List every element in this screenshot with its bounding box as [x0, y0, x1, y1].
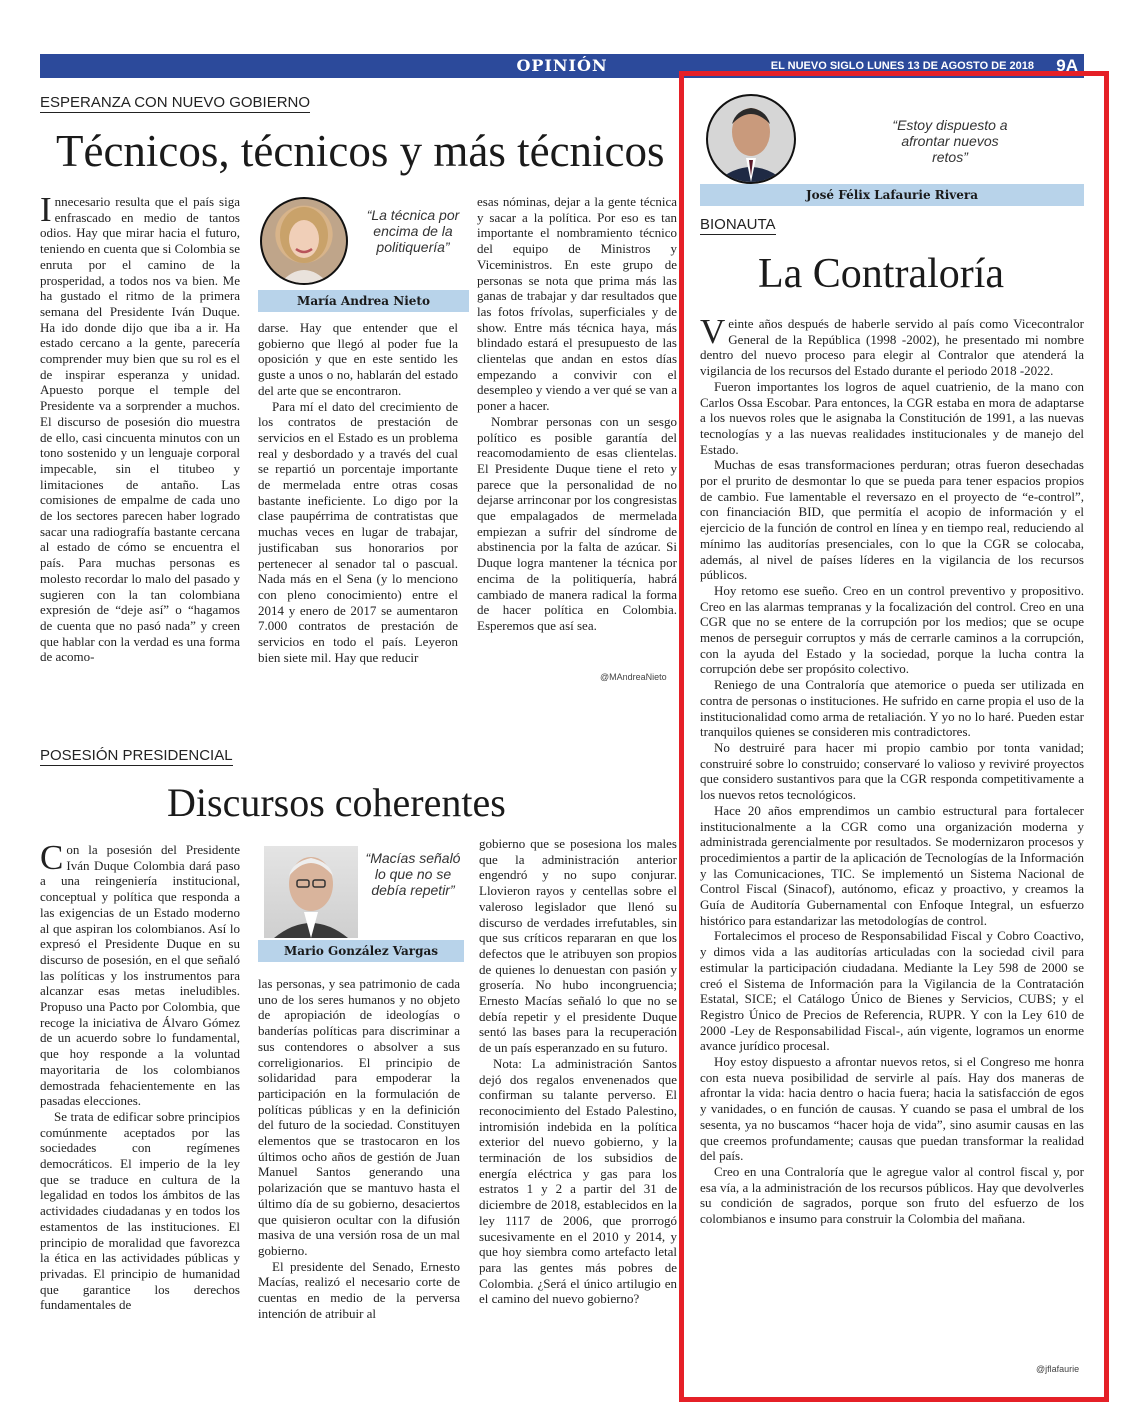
article1-quote: “La técnica por encima de la politiquería”	[366, 207, 460, 255]
article2-column-1: Con la posesión del Presidente Iván Duque Colombia dará paso a una reingeniería institucional, conceptual y política que responda a las exigencias de un Estado moderno al que aspiran los colombianos. Así lo expresó el Presidente Duque en su discurso de posesión, en el que señaló las políticas y los instrumentos para alcanzar esas metas ineludibles. Propuso una Pacto por Colombia, que recoge la iniciativa de Álvaro Gómez de un acuerdo sobre lo fundamental, que hoy responde a la voluntad mayoritaria de los colombianos demostrada fehacientemente en las pasadas elecciones. Se trata de edificar sobre principios comúnmente aceptados por las sociedades con regímenes democráticos. El imperio de la ley que se traduce en cultura de la legalidad en todos los ámbitos de las actividades ciudadanas y en todos los estamentos de las instituciones. El principio de moralidad que favorezca la ética en las actividades públicas y privadas. El principio de humanidad que garantice los derechos fundamentales de	[40, 842, 240, 1313]
page-number: 9A	[1056, 56, 1078, 75]
article3-dropcap: V	[700, 316, 726, 351]
portrait-icon	[262, 199, 346, 283]
author-photo-mario	[264, 846, 358, 938]
article2-author-box	[258, 842, 464, 962]
article2-column-2: las personas, y sea patrimonio de cada uno de los seres humanos y no objeto de apropiación de ideologías o banderías políticas para discriminar a sus contendores o absolver a sus correligionarios. El principio de solidaridad para empoderar la participación en la formulación de políticas públicas y en la definición del futuro de la sociedad. Constituyen elementos que se trastocaron en los últimos ocho años de gestión de Juan Manuel Santos generando una polarización que se mantuvo hasta el último día de su gobierno, desaciertos que quisieron ocultar con la difusión masiva de una versión rosa de un mal gobierno. El presidente del Senado, Ernesto Macías, realizó el necesario corte de cuentas en medio de la perversa intención de atribuir al	[258, 976, 460, 1321]
article1-author-box	[258, 193, 469, 312]
author-photo-maria	[260, 197, 348, 285]
article2-kicker: POSESIÓN PRESIDENCIAL	[40, 747, 233, 764]
article3-author-name: José Félix Lafaurie Rivera	[700, 184, 1084, 206]
portrait-icon	[708, 96, 794, 182]
portrait-icon	[264, 846, 358, 938]
article2-author-name: Mario González Vargas	[258, 940, 464, 962]
article2-column-3: gobierno que se posesiona los males que la administración anterior engendró y no supo conjurar. Llovieron rayos y centellas sobre el valeroso legislador que llenó su discurso de verdades irrefutables, sin que sus críticos repararan en que los defectos que le atribuyen son propios de quienes lo denuestan con pasión y grosería. No hubo incongruencia; Ernesto Macías señaló lo que no se debía repetir y el presidente Duque sentó las bases para la recuperación de un país esperanzado en su futuro. Nota: La administración Santos dejó dos regalos envenenados que confirman su talante perverso. El reconocimiento del Estado Palestino, intromisión indebida en la política exterior del nuevo gobierno, y la terminación de los subsidios de energía eléctrica y gas para los estratos 1 y 2 a partir del 31 de diciembre de 2018, establecidos en la ley 1117 de 2006, que prorrogó sucesivamente en el 2010 y 2014, y que hoy siembra como artefacto letal para las gentes más pobres de Colombia. ¿Será el único artilugio en el camino del nuevo gobierno?	[479, 836, 677, 1307]
author-photo-jose	[706, 94, 796, 184]
article3-kicker: BIONAUTA	[700, 216, 776, 233]
article2-quote: “Macías señaló lo que no se debía repetir”	[365, 850, 461, 898]
article1-title: Técnicos, técnicos y más técnicos	[56, 126, 665, 176]
article2-dropcap: C	[40, 842, 64, 877]
article3-quote: “Estoy dispuesto a afrontar nuevos retos”	[892, 117, 1008, 165]
masthead-date: EL NUEVO SIGLO LUNES 13 DE AGOSTO DE 2018	[770, 60, 1034, 72]
article1-kicker: ESPERANZA CON NUEVO GOBIERNO	[40, 94, 311, 111]
article3-twitter-handle: @jflafaurie	[1036, 1364, 1080, 1374]
article1-author-name: María Andrea Nieto	[258, 290, 469, 312]
article1-column-2: darse. Hay que entender que el gobierno que llegó al poder fue la oposición y que en este sentido les guste a unos o no, hablarán del estado del arte que se encontraron. Para mí el dato del crecimiento de los contratos de prestación de servicios en el Estado es un problema real y desbordado y a través del cual se repartió un porcentaje importante de mermelada entre otras cosas bastante ineficiente. Lo digo por la clase paupérrima de contratistas que muchas veces en lugar de trabajar, justificaban sus honorarios por pertenecer al senador tal o pascual. Nada más en el Sena (y lo menciono con pleno conocimiento) entre el 2014 y enero de 2017 se aumentaron 7.000 contratos de prestación de servicios en todo el país. Leyeron bien siete mil. Hay que reducir	[258, 320, 458, 665]
article3-title: La Contraloría	[758, 251, 1005, 297]
article1-twitter-handle: @MAndreaNieto	[600, 672, 667, 682]
article1-column-1: Innecesario resulta que el país siga enfrascado en medio de tantos odios. Hay que mirar hacia el futuro, teniendo en cuenta que si Colombia se enruta por el camino de la prosperidad, a todos nos va bien. Me ha gustado el ritmo de la primera semana del Presidente Iván Duque. Ha ido donde dijo que iba a ir. Ha estado cercano a la gente, parecería comprender muy bien que su rol es el de inspirar esperanza y unidad. Apuesto porque el temple del Presidente va a sorprender a muchos. El discurso de posesión dio muestra de ello, casi cincuenta minutos con un tono sostenido y un lenguaje corporal impecable, sin el titubeo y limitaciones de antaño. Las comisiones de empalme de cada uno de los sectores parecen haber logrado sacar una radiografía bastante cercana al estado de cómo se encuentra el país. Para muchas personas es molesto recordar lo malo del pasado y sugieren con la tan colombiana expresión de “deje así” o “hagamos de cuenta que no pasó nada” y creen que hablar con la verdad es una forma de acomo-	[40, 194, 240, 665]
section-label: OPINIÓN	[516, 56, 608, 75]
article3-body: Veinte años después de haberle servido al país como Vicecontralor General de la República (1998 -2002), he presentado mi nombre dentro del nuevo proceso para elegir al Contralor que atenderá la vigilancia de los recursos del Estado durante el periodo 2018 -2022. Fueron importantes los logros de aquel cuatrienio, de la mano con Carlos Ossa Escobar. Para entonces, la CGR estaba en mora de adaptarse a los nuevos roles que le asignaba la Constitución de 1991, a las nuevas tecnologías y a las nuevas realidades institucionales y de manejo del Estado. Muchas de esas transformaciones perduran; otras fueron desechadas por el prurito de desmontar lo que se pueda para tener espacios propios de cambio. Fue lamentable el reversazo en el proyecto de “e-control”, con financiación BID, que permitía el acopio de información y el ejercicio de la función de control en línea y en tiempo real, reduciendo al mínimo las auditorías presenciales, con lo que la CGR se colocaba, además, al nivel de países líderes en la vigilancia de los recursos públicos. Hoy retomo ese sueño. Creo en un control preventivo y propositivo. Creo en las alarmas tempranas y la focalización del control. Creo en una CGR que no se entere de la corrupción por los medios; que se ocupe menos de perseguir corruptos y más de cerrarle caminos a la corrupción, con la ayuda del Estado y la sociedad, porque la lucha contra la corrupción debe ser propósito colectivo. Reniego de una Contraloría que atemorice o pueda ser utilizada en contra de personas o instituciones. He sufrido en carne propia el uso de la institucionalidad como arma de retaliación. Y yo no lo haré. Pueden estar tranquilos quienes se consideren mis contradictores. No destruiré para hacer mi propio cambio por tonta vanidad; construiré sobre lo construido; conservaré lo valioso y reviviré proyectos que considero sustantivos para que la CGR responda competitivamente a los nuevos retos tecnológicos. Hace 20 años emprendimos un cambio estructural para fortalecer institucionalmente a la CGR como una organización moderna y administrada gerencialmente por resultados. Se modernizaron procesos y procedimientos a partir de la aplicación de Tecnologías de la Información y las Comunicaciones, TIC. Se implementó un Sistema Nacional de Control Fiscal (Sinacof), autónomo, eficaz y proactivo, y creamos la Guía de Auditoría Gubernamental con Enfoque Integral, un esfuerzo histórico para estandarizar las metodologías de control. Fortalecimos el proceso de Responsabilidad Fiscal y Cobro Coactivo, y dimos vida a las auditorías articuladas con la sociedad civil para estimular la participación ciudadana. Mediante la Ley 598 de 2000 se creó el Sistema de Información para la Vigilancia de la Contratación Estatal, SICE; el Catálogo Único de Bienes y Servicios, CUBS; y el Registro Único de Precios de Referencia, RUPR. Y con la Ley 610 de 2000 -Ley de Responsabilidad Fiscal-, aún vigente, logramos un enorme avance jurídico procesal. Hoy estoy dispuesto a afrontar nuevos retos, si el Congreso me honra con esta nueva posibilidad de servirle al país. Hay dos maneras de afrontar la vida: hacia dentro o hacia fuera; hacia la satisfacción de egos y vanidades, o en función de causas. Y cuando se pasa el umbral de los sesenta, ya no buscamos “hacer hoja de vida”, sino asumir causas en las que creemos profundamente; causas que puedan transformar la realidad del país. Creo en una Contraloría que le agregue valor al control fiscal y, por esa vía, a la administración de los recursos públicos. Hay que devolverles su condición de sagrados, porque son fruto del esfuerzo de los colombianos e insumo para construir la Colombia del mañana.	[700, 316, 1084, 1227]
article2-title: Discursos coherentes	[167, 780, 506, 825]
article1-dropcap: I	[40, 194, 52, 229]
article1-column-3: esas nóminas, dejar a la gente técnica y sacar a la política. Por eso es tan importante el nombramiento técnico del equipo de Ministros y Viceministros. En este grupo de personas se nota que prima más las ganas de trabajar y dar resultados que las fotos frívolas, superficiales y de show. Entre más técnica haya, más blindado estará el presupuesto de las clientelas que andan en estos días empezando a convivir con el desempleo y viendo a ver qué se van a poner a hacer. Nombrar personas con un sesgo político es posible garantía del reacomodamiento de esas clientelas. El Presidente Duque tiene el reto y parece que la personalidad de no dejarse arrinconar por los congresistas que empalagados de mermelada empiezan a sufrir del síndrome de abstinencia por la falta de azúcar. Si Duque logra mantener la técnica por encima de la politiquería, habrá cambiado de manera radical la forma de hacer política en Colombia. Esperemos que así sea.	[477, 194, 677, 633]
article3-author-box	[700, 92, 1084, 207]
